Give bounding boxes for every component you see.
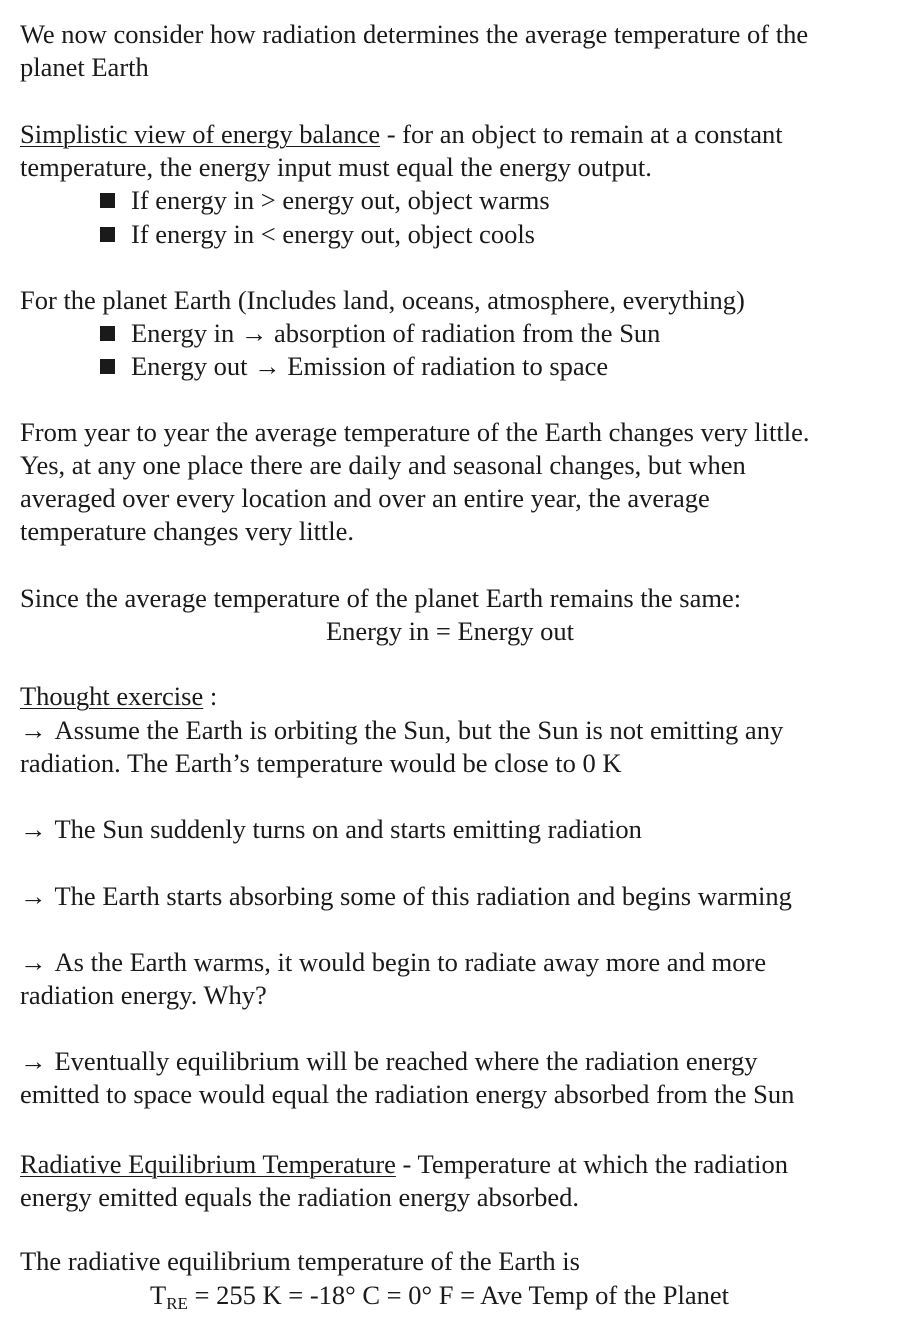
bullet-square-icon (100, 326, 115, 341)
re-temp-term: Radiative Equilibrium Temperature (20, 1149, 396, 1179)
year-para-line: temperature changes very little. (20, 516, 355, 546)
re-temp-line-2: energy emitted equals the radiation energy absorbed. (20, 1182, 580, 1212)
bullet-item: If energy in < energy out, object cools (100, 218, 535, 250)
thought-step-cont: emitted to space would equal the radiation energy absorbed from the Sun (20, 1079, 795, 1109)
right-arrow-icon: → (20, 947, 47, 977)
year-para-line: From year to year the average temperature of the Earth changes very little. (20, 417, 810, 447)
thought-step: → The Sun suddenly turns on and starts emitting radiation (20, 814, 642, 844)
intro-line-2: planet Earth (20, 52, 149, 82)
thought-step: → The Earth starts absorbing some of this radiation and begins warming (20, 881, 792, 911)
thought-step-cont: radiation. The Earth’s temperature would be close to 0 K (20, 748, 622, 778)
energy-balance-line-2: temperature, the energy input must equal the energy output. (20, 152, 652, 182)
energy-balance-line-1 (20, 118, 783, 150)
thought-step: → Eventually equilibrium will be reached where the radiation energy (20, 1046, 758, 1076)
re-temp-line-1: Radiative Equilibrium Temperature - Temperature at which the radiation (20, 1149, 788, 1179)
year-para-line: averaged over every location and over an entire year, the average (20, 483, 710, 513)
earth-heading: For the planet Earth (Includes land, oceans, atmosphere, everything) (20, 285, 745, 315)
right-arrow-icon: → (20, 814, 47, 844)
bullet-square-icon (100, 193, 115, 208)
right-arrow-icon: → (20, 881, 47, 911)
since-line: Since the average temperature of the planet Earth remains the same: (20, 583, 742, 613)
bullet-item: Energy out → Emission of radiation to space (100, 350, 608, 382)
right-arrow-icon: → (20, 715, 47, 745)
bullet-item: Energy in → absorption of radiation from the Sun (100, 317, 660, 349)
energy-equation: Energy in = Energy out (325, 616, 574, 646)
thought-heading-line: Thought exercise : (20, 681, 218, 711)
intro-line-1: We now consider how radiation determines the average temperature of the (20, 19, 809, 49)
right-arrow-icon: → (20, 1046, 47, 1076)
final-line-1: The radiative equilibrium temperature of the Earth is (20, 1246, 580, 1276)
energy-balance-term: Simplistic view of energy balance (20, 119, 381, 149)
bullet-square-icon (100, 359, 115, 374)
right-arrow-icon: → (240, 318, 268, 348)
thought-heading: Thought exercise (20, 681, 204, 711)
bullet-item: If energy in > energy out, object warms (100, 184, 550, 216)
bullet-square-icon (100, 227, 115, 242)
thought-step: → As the Earth warms, it would begin to radiate away more and more (20, 947, 767, 977)
right-arrow-icon: → (254, 351, 281, 381)
thought-step-cont: radiation energy. Why? (20, 980, 267, 1010)
final-equation: $T_{RE} = 255$ K = -18° C = 0° F = Ave Temp of the Planet (150, 1280, 730, 1313)
energy-balance-def: - for an object to remain at a constant (380, 119, 783, 149)
year-para-line: Yes, at any one place there are daily and seasonal changes, but when (20, 450, 746, 480)
thought-step: → Assume the Earth is orbiting the Sun, but the Sun is not emitting any (20, 715, 784, 745)
